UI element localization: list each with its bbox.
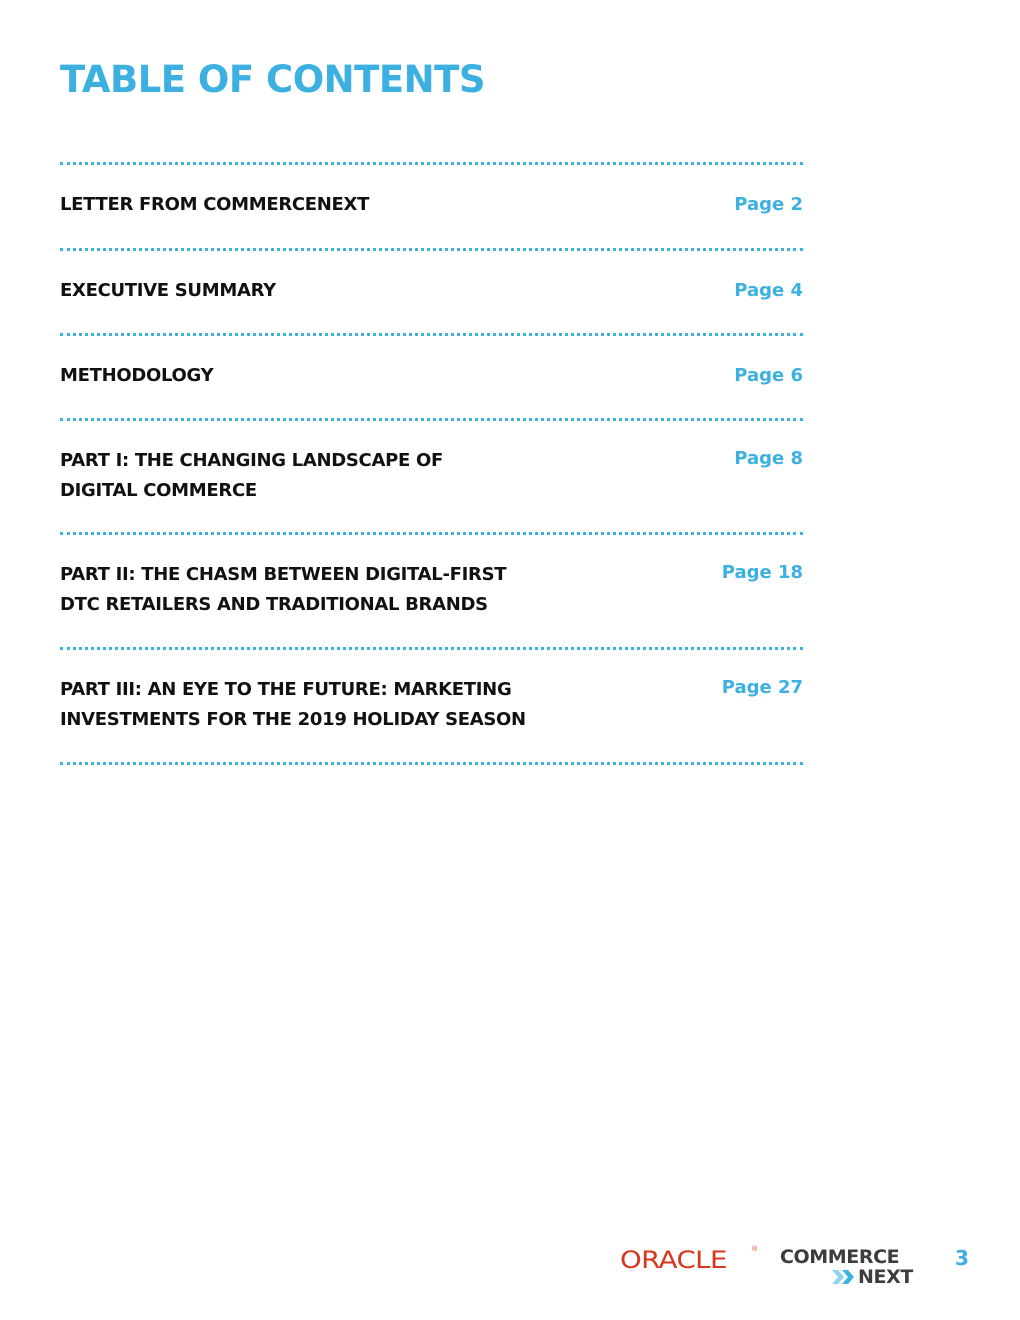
toc-entry-title	[60, 361, 530, 391]
table-of-contents	[60, 162, 803, 765]
divider	[60, 762, 803, 765]
toc-entry-letter[interactable]	[60, 165, 803, 248]
toc-entry-page[interactable]: Page 18	[721, 562, 803, 583]
toc-entry-page[interactable]: Page 2	[734, 194, 803, 215]
toc-entry-title	[60, 276, 530, 306]
toc-entry-title	[60, 446, 530, 506]
toc-entry-title-line: EXECUTIVE SUMMARY	[60, 280, 276, 301]
toc-entry-page[interactable]: Page 27	[721, 677, 803, 698]
toc-entry-title	[60, 675, 530, 735]
toc-entry-title-line: LETTER FROM COMMERCENEXT	[60, 194, 370, 215]
commercenext-logo	[780, 1246, 920, 1290]
registered-mark-icon: ®	[752, 1246, 758, 1253]
toc-entry-part-3[interactable]	[60, 650, 803, 762]
page-footer	[620, 1240, 980, 1290]
toc-entry-title-line: DIGITAL COMMERCE	[60, 480, 257, 501]
page-title: TABLE OF CONTENTS	[60, 58, 485, 101]
toc-entry-title-line: PART I: THE CHANGING LANDSCAPE OF	[60, 450, 443, 471]
page-number: 3	[955, 1246, 969, 1270]
toc-entry-title	[60, 560, 530, 620]
oracle-logo: ORACLE	[620, 1246, 727, 1274]
toc-entry-methodology[interactable]	[60, 336, 803, 418]
chevrons-icon	[832, 1268, 858, 1286]
toc-entry-title-line: PART II: THE CHASM BETWEEN DIGITAL-FIRST	[60, 564, 507, 585]
toc-entry-title	[60, 190, 530, 220]
commercenext-logo-bottom: NEXT	[858, 1266, 913, 1288]
toc-entry-title-line: DTC RETAILERS AND TRADITIONAL BRANDS	[60, 594, 488, 615]
toc-entry-executive-summary[interactable]	[60, 251, 803, 333]
toc-entry-part-1[interactable]	[60, 421, 803, 532]
toc-entry-title-line: METHODOLOGY	[60, 365, 214, 386]
toc-entry-page[interactable]: Page 6	[734, 365, 803, 386]
toc-entry-title-line: INVESTMENTS FOR THE 2019 HOLIDAY SEASON	[60, 709, 526, 730]
toc-entry-part-2[interactable]	[60, 535, 803, 647]
toc-entry-page[interactable]: Page 4	[734, 280, 803, 301]
toc-entry-title-line: PART III: AN EYE TO THE FUTURE: MARKETING	[60, 679, 512, 700]
commercenext-logo-top: COMMERCE	[780, 1246, 900, 1268]
toc-entry-page[interactable]: Page 8	[734, 448, 803, 469]
